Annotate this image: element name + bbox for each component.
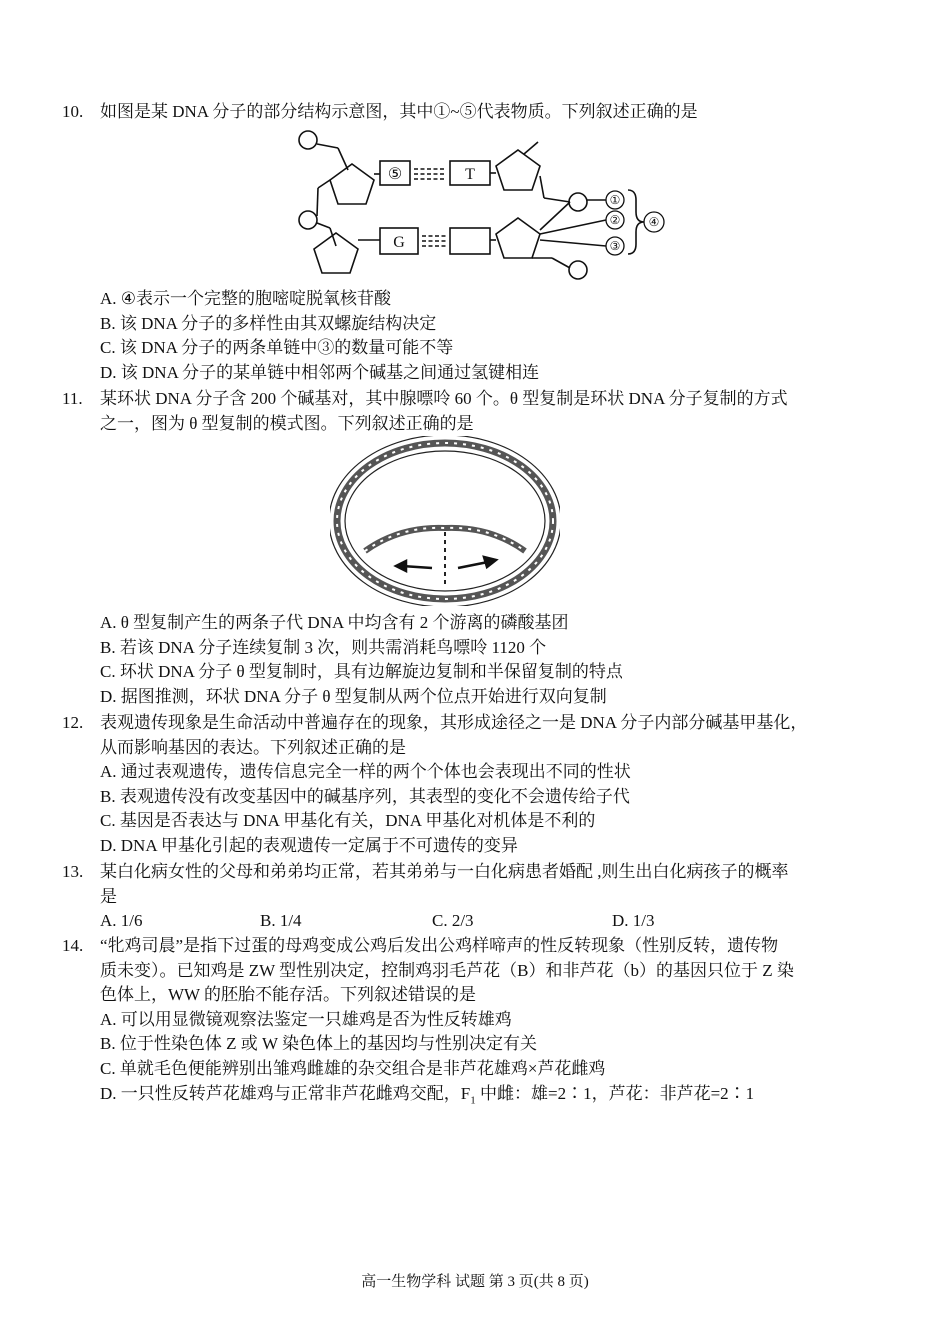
label-box-g: G (393, 234, 405, 251)
question-stem-line2: 从而影响基因的表达。下列叙述正确的是 (100, 737, 406, 757)
option-d[interactable]: D. 1/3 (612, 911, 655, 931)
option-d[interactable]: D. 该 DNA 分子的某单链中相邻两个碱基之间通过氢键相连 (100, 362, 540, 382)
question-number: 11. (62, 389, 83, 408)
question-12 (62, 711, 892, 859)
option-d-text-post: 中雌：雄=2∶1，芦花：非芦花=2∶1 (475, 1083, 755, 1103)
question-stem-line1: 某白化病女性的父母和弟弟均正常，若其弟弟与一白化病患者婚配 ,则生出白化病孩子的概率 (100, 862, 789, 881)
option-b[interactable]: B. 若该 DNA 分子连续复制 3 次，则共需消耗鸟嘌呤 1120 个 (100, 637, 547, 657)
question-stem: 如图是某 DNA 分子的部分结构示意图，其中①~⑤代表物质。下列叙述正确的是 (100, 102, 698, 121)
question-stem-line3: 色体上，WW 的胚胎不能存活。下列叙述错误的是 (100, 985, 477, 1005)
option-c[interactable]: C. 环状 DNA 分子 θ 型复制时，具有边解旋边复制和半保留复制的特点 (100, 662, 623, 682)
theta-replication-diagram (330, 436, 560, 606)
option-b[interactable]: B. 位于性染色体 Z 或 W 染色体上的基因均与性别决定有关 (100, 1034, 537, 1054)
question-10 (62, 100, 892, 125)
option-c[interactable]: C. 2/3 (432, 911, 474, 931)
option-a[interactable]: A. 1/6 (100, 911, 143, 931)
question-stem-line2: 质未变）。已知鸡是 ZW 型性别决定，控制鸡羽毛芦花（B）和非芦花（b）的基因只位于 Z 染 (100, 960, 794, 980)
question-13 (62, 860, 892, 934)
phosphate-circle (569, 193, 587, 211)
option-b[interactable]: B. 表观遗传没有改变基因中的碱基序列，其表型的变化不会遗传给子代 (100, 786, 630, 806)
question-stem-line1: “牝鸡司晨”是指下过蛋的母鸡变成公鸡后发出公鸡样啼声的性反转现象（性别反转，遗传物 (100, 936, 779, 955)
dna-structure-diagram (290, 128, 670, 283)
question-stem-line1: 表观遗传现象是生命活动中普遍存在的现象，其形成途径之一是 DNA 分子内部分碱基甲基化， (100, 713, 808, 732)
option-b[interactable]: B. 该 DNA 分子的多样性由其双螺旋结构决定 (100, 313, 437, 333)
question-11 (62, 387, 892, 436)
option-a[interactable]: A. θ 型复制产生的两条子代 DNA 中均含有 2 个游离的磷酸基团 (100, 613, 569, 632)
options-row (100, 909, 892, 934)
deoxyribose-pentagon (314, 233, 358, 273)
option-a[interactable]: A. ④表示一个完整的胞嘧啶脱氧核苷酸 (100, 289, 392, 308)
option-a[interactable]: A. 可以用显微镜观察法鉴定一只雄鸡是否为性反转雄鸡 (100, 1009, 512, 1029)
label-box-t: T (465, 166, 475, 183)
option-d[interactable]: D. DNA 甲基化引起的表观遗传一定属于不可遗传的变异 (100, 835, 518, 855)
option-c[interactable]: C. 单就毛色便能辨别出雏鸡雌雄的杂交组合是非芦花雄鸡×芦花雌鸡 (100, 1058, 606, 1078)
option-d-subscript: 1 (470, 1093, 476, 1106)
question-11-options (62, 611, 892, 709)
question-10-options (62, 287, 892, 385)
option-b[interactable]: B. 1/4 (260, 911, 302, 931)
deoxyribose-pentagon (496, 218, 540, 258)
option-c[interactable]: C. 该 DNA 分子的两条单链中③的数量可能不等 (100, 338, 454, 358)
question-stem-line2: 之一，图为 θ 型复制的模式图。下列叙述正确的是 (100, 413, 474, 433)
question-number: 12. (62, 713, 84, 732)
question-number: 14. (62, 936, 84, 955)
page-footer: 高一生物学科 试题 第 3 页(共 8 页) (361, 1274, 589, 1290)
question-14 (62, 934, 892, 1113)
phosphate-circle (299, 131, 317, 149)
question-stem-line2: 是 (100, 886, 117, 906)
deoxyribose-pentagon (330, 164, 374, 204)
option-a[interactable]: A. 通过表观遗传，遗传信息完全一样的两个个体也会表现出不同的性状 (100, 762, 631, 782)
option-d[interactable] (100, 1082, 892, 1113)
question-stem-line1: 某环状 DNA 分子含 200 个碱基对，其中腺嘌呤 60 个。θ 型复制是环状 DNA 分子复制的方式 (100, 389, 788, 408)
question-number: 13. (62, 862, 84, 881)
phosphate-circle (569, 261, 587, 279)
question-number: 10. (62, 102, 84, 121)
option-d-text-pre: D. 一只性反转芦花雄鸡与正常非芦花雌鸡交配，F (100, 1083, 471, 1103)
label-3: ③ (609, 239, 621, 253)
phosphate-circle (299, 211, 317, 229)
label-4: ④ (648, 215, 660, 229)
label-box-5: ⑤ (387, 166, 403, 183)
deoxyribose-pentagon (496, 150, 540, 190)
option-c[interactable]: C. 基因是否表达与 DNA 甲基化有关，DNA 甲基化对机体是不利的 (100, 811, 596, 831)
label-1: ① (609, 193, 621, 207)
option-d[interactable]: D. 据图推测，环状 DNA 分子 θ 型复制从两个位点开始进行双向复制 (100, 686, 607, 706)
label-2: ② (609, 213, 621, 227)
